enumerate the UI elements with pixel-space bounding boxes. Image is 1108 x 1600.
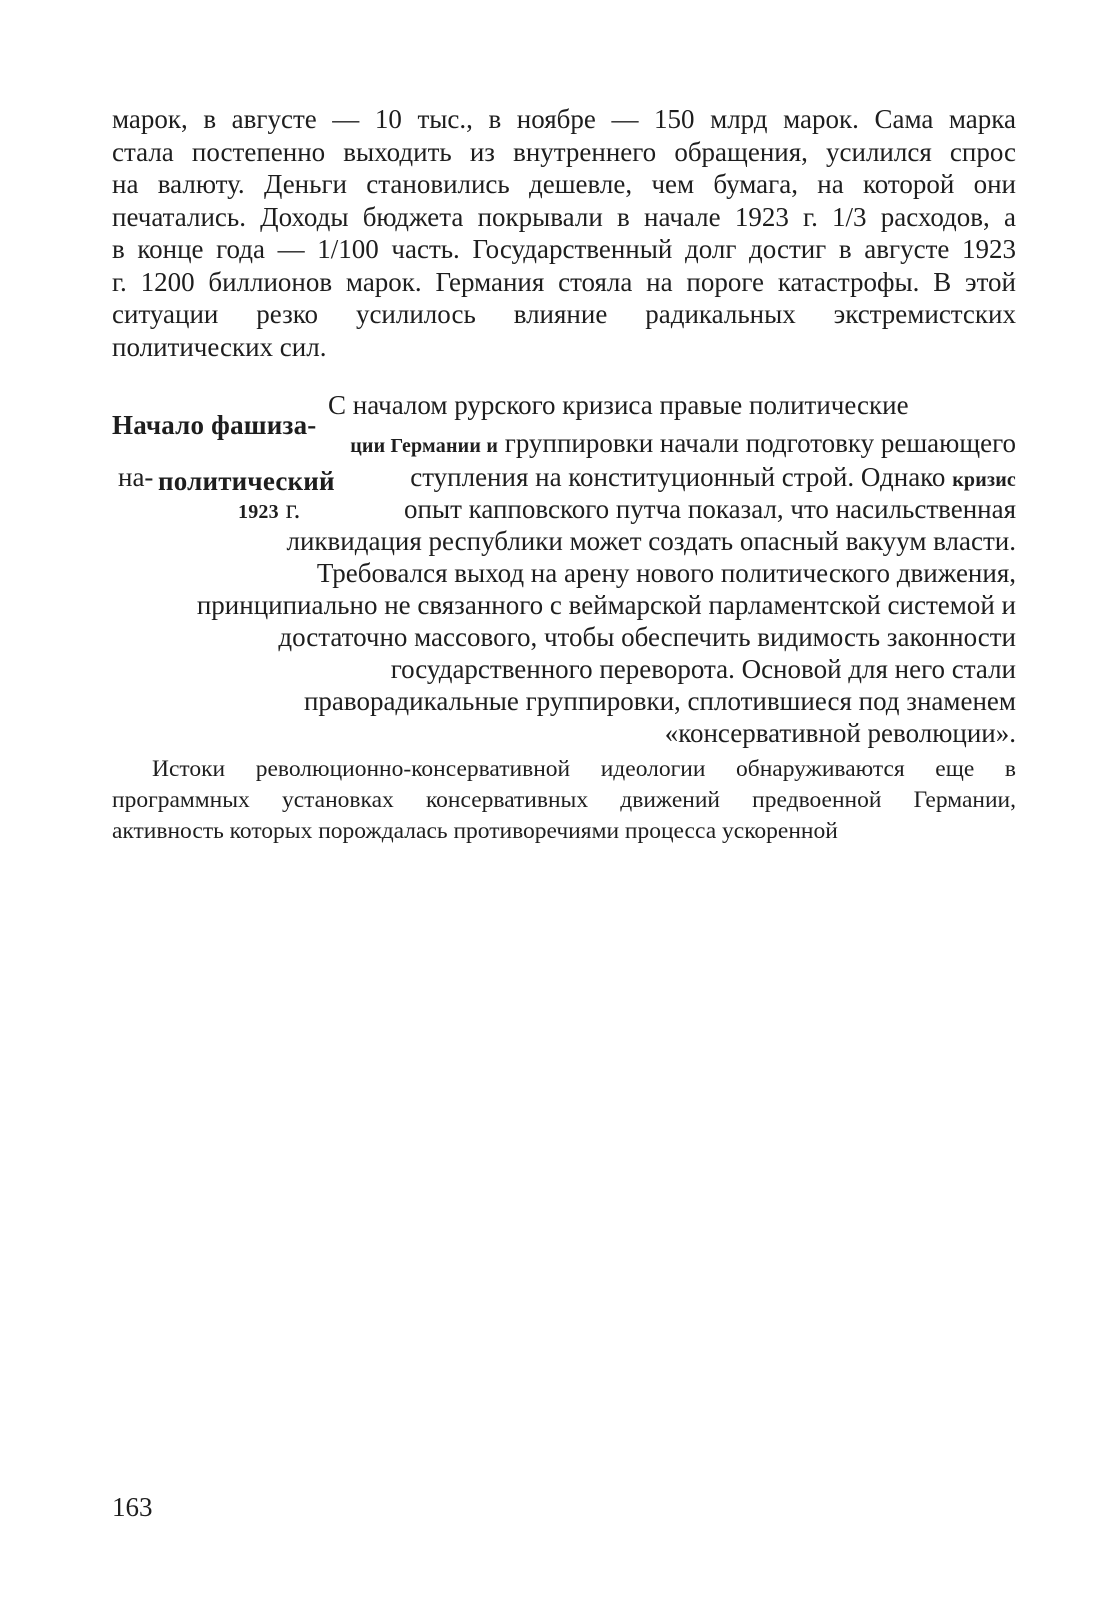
sidebar-heading-line: политический: [158, 466, 335, 496]
page-number: 163: [112, 1492, 153, 1522]
paragraph-2-line: достаточно массового, чтобы обеспечить видимость законности: [278, 622, 1016, 652]
paragraph-3-line: программных установках консервативных движений предвоенной Германии,: [112, 787, 1016, 813]
paragraph-2-hyphen-prefix: на-: [118, 462, 154, 492]
paragraph-3: [112, 754, 1016, 847]
paragraph-1-line: стала постепенно выходить из внутреннего обращения, усилился спрос: [112, 136, 1016, 167]
paragraph-2-line: группировки начали подготовку решающего: [504, 428, 1016, 458]
sidebar-heading-line: Начало фашиза-: [112, 410, 317, 440]
paragraph-2-line: ликвидация республики может создать опасный вакуум власти.: [286, 526, 1016, 556]
sidebar-heading-line: кризис: [952, 469, 1016, 491]
paragraph-1-line: г. 1200 биллионов марок. Германия стояла на пороге катастрофы. В этой: [112, 266, 1016, 297]
paragraph-2-line: «консервативной революции».: [664, 718, 1016, 748]
paragraph-2-row: [340, 494, 1016, 525]
paragraph-2-line: государственного переворота. Основой для него стали: [390, 654, 1016, 684]
paragraph-3-line: активность которых порождалась противоречиями процесса ускоренной: [112, 818, 838, 844]
paragraph-1-line: печатались. Доходы бюджета покрывали в начале 1923 г. 1/3 расходов, а: [112, 201, 1016, 232]
sidebar-heading-line: ции Германии и: [350, 435, 499, 457]
paragraph-2-line: праворадикальные группировки, сплотившиеся под знаменем: [303, 686, 1016, 716]
paragraph-1: [112, 103, 1016, 363]
paragraph-2-line: ступления на конституционный строй. Однако: [410, 462, 946, 492]
paragraph-1-line: в конце года — 1/100 часть. Государственный долг достиг в августе 1923: [112, 234, 1016, 264]
paragraph-1-line: марок, в августе — 10 тыс., в ноябре — 150 млрд марок. Сама марка: [112, 104, 1016, 134]
paragraph-1-line: на валюту. Деньги становились дешевле, чем бумага, на которой они: [112, 169, 1016, 199]
paragraph-2-row: [112, 428, 1016, 459]
paragraph-2-row: [340, 462, 1016, 493]
paragraph-2-line: принципиально не связанного с веймарской парламентской системой и: [196, 590, 1016, 620]
paragraph-1-line: политических сил.: [112, 331, 327, 362]
sidebar-heading-line: 1923: [238, 501, 279, 523]
paragraph-2-row: [238, 494, 300, 525]
paragraph-2-line: опыт капповского путча показал, что насильственная: [404, 494, 1016, 524]
paragraph-1-line: ситуации резко усилилось влияние радикальных экстремистских: [112, 299, 1016, 329]
paragraph-2-line: Требовался выход на арену нового политического движения,: [316, 558, 1016, 588]
paragraph-2-line: С началом рурского кризиса правые политические: [328, 390, 909, 420]
paragraph-3-line: Истоки революционно-консервативной идеологии обнаруживаются еще в: [152, 756, 1016, 782]
paragraph-2-line-suffix: г.: [285, 494, 301, 524]
